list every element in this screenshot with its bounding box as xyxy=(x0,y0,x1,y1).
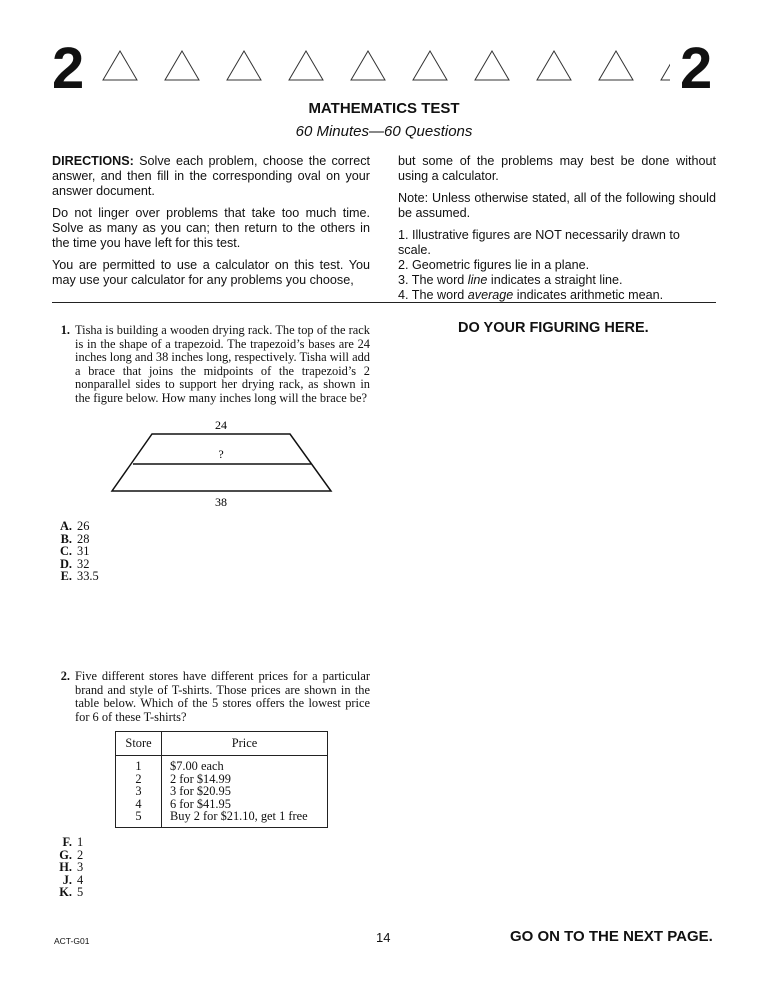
choice-f[interactable]: F. 1 xyxy=(62,835,84,849)
next-page-note: GO ON TO THE NEXT PAGE. xyxy=(510,928,713,945)
answer-choices xyxy=(50,520,99,583)
section-number-left: 2 xyxy=(52,36,85,101)
triangle-icon xyxy=(413,51,447,80)
question-number: 2. xyxy=(60,669,70,683)
table-header-price: Price xyxy=(231,736,258,750)
choice-g[interactable]: G. 2 xyxy=(59,847,84,862)
choice-c[interactable]: C. 31 xyxy=(59,544,90,559)
choice-a[interactable]: A. 26 xyxy=(59,519,90,533)
answer-choices xyxy=(50,836,83,899)
bottom-base-label: 38 xyxy=(215,495,227,509)
price-column xyxy=(162,756,328,828)
brace-label: ? xyxy=(218,447,224,461)
directions-label: DIRECTIONS: xyxy=(52,154,134,168)
directions-p4: but some of the problems may best be done without using a calculator. xyxy=(398,154,716,183)
table-cell: 3 xyxy=(135,784,142,799)
triangle-icon xyxy=(475,51,509,80)
question-number: 1. xyxy=(60,323,70,337)
table-cell: 2 xyxy=(135,771,142,786)
triangle-icon xyxy=(537,51,571,80)
trapezoid-figure xyxy=(105,418,340,513)
figuring-note: DO YOUR FIGURING HERE. xyxy=(458,320,649,336)
store-column xyxy=(116,756,162,828)
table-cell: 2 for $14.99 xyxy=(170,771,231,786)
assumptions-list xyxy=(398,228,716,303)
assumption-item: 4. The word average indicates arithmetic mean. xyxy=(398,288,664,302)
table-cell: 6 for $41.95 xyxy=(170,796,231,811)
page-number: 14 xyxy=(376,930,391,945)
price-table xyxy=(115,731,328,828)
triangle-row xyxy=(100,48,670,88)
table-cell: 4 xyxy=(135,796,142,811)
top-base-label: 24 xyxy=(215,418,227,432)
table-header-store: Store xyxy=(116,732,162,756)
table-cell: $7.00 each xyxy=(170,759,224,773)
directions-right xyxy=(398,154,716,303)
triangle-icon xyxy=(661,51,670,80)
triangle-icon xyxy=(103,51,137,80)
choice-d[interactable]: D. 32 xyxy=(59,556,90,571)
directions-p1: DIRECTIONS: Solve each problem, choose the correct answer, and then fill in the corresponding oval on your answer document. xyxy=(52,154,370,198)
question-text: Tisha is building a wooden drying rack. The top of the rack is in the shape of a trapezoid. The trapezoid’s bases are 24 inches long and 38 inches long, respectively. Tisha will add a brace that joins the midpoints of the trapezoid’s 2 nonparallel sides to support her drying rack, as shown in the figure below. How many inches long will the brace be? xyxy=(75,323,370,405)
triangle-icon xyxy=(289,51,323,80)
choice-b[interactable]: B. 28 xyxy=(60,531,90,546)
form-code: ACT-G01 xyxy=(54,936,90,946)
section-divider xyxy=(52,302,716,303)
triangle-icon xyxy=(599,51,633,80)
assumption-item: 1. Illustrative figures are NOT necessarily drawn to scale. xyxy=(398,228,680,257)
trapezoid-shape xyxy=(112,434,331,491)
assumption-item: 3. The word line indicates a straight line. xyxy=(398,273,623,287)
choice-h[interactable]: H. 3 xyxy=(59,860,84,875)
table-cell: 1 xyxy=(135,759,142,773)
choice-e[interactable]: E. 33.5 xyxy=(60,569,99,584)
choice-j[interactable]: J. 4 xyxy=(62,872,84,887)
directions-p2: Do not linger over problems that take too much time. Solve as many as you can; then return to the others in the time you have left for this test. xyxy=(52,206,370,250)
directions-note: Note: Unless otherwise stated, all of the following should be assumed. xyxy=(398,191,716,220)
section-number-right: 2 xyxy=(680,36,713,101)
page-subtitle: 60 Minutes—60 Questions xyxy=(295,123,473,140)
table-cell: 3 for $20.95 xyxy=(170,784,231,799)
page-title: MATHEMATICS TEST xyxy=(308,100,460,117)
table-cell: 5 xyxy=(135,809,142,824)
table-cell: Buy 2 for $21.10, get 1 free xyxy=(170,809,308,824)
directions-left xyxy=(52,154,370,295)
choice-k[interactable]: K. 5 xyxy=(59,885,84,900)
question-text: Five different stores have different prices for a particular brand and style of T-shirts. Those prices are shown in the table below. Which of the 5 stores offers the lowest price for 6 of these T-shirts? xyxy=(75,669,370,724)
triangle-icon xyxy=(227,51,261,80)
directions-p3: You are permitted to use a calculator on this test. You may use your calculator for any problems you choose, xyxy=(52,258,370,287)
triangle-icon xyxy=(351,51,385,80)
assumption-item: 2. Geometric figures lie in a plane. xyxy=(398,258,590,272)
triangle-icon xyxy=(165,51,199,80)
